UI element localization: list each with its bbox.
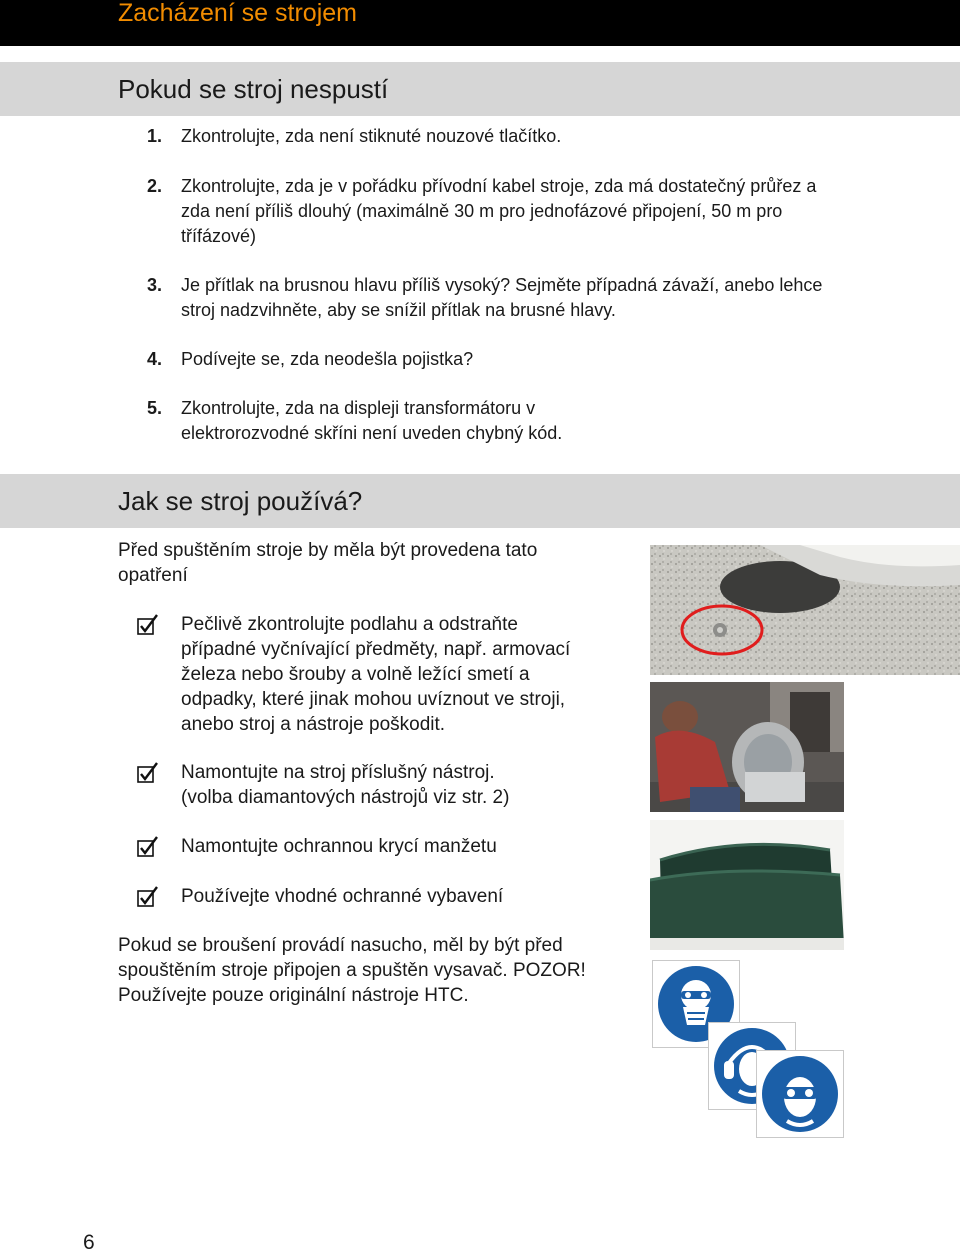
eye-protection-sign-icon xyxy=(756,1050,844,1138)
check-item: Pečlivě zkontrolujte podlahu a odstraňte případné vyčnívající předměty, např. armovací železa nebo šrouby a volně ležící smetí a odpadky, které jinak mohou uvíznout ve stroji, anebo stroj a nástroje poškodit. xyxy=(181,614,571,735)
page-header-bar xyxy=(0,0,960,46)
list-number: 3. xyxy=(147,275,163,295)
list-number: 4. xyxy=(147,349,163,369)
check-item: Namontujte na stroj příslušný nástroj. (volba diamantových nástrojů viz str. 2) xyxy=(181,762,510,808)
intro-text: Před spuštěním stroje by měla být provedena tato opatření xyxy=(118,540,538,586)
list-item: Zkontrolujte, zda není stiknuté nouzové tlačítko. xyxy=(181,126,562,146)
page-number: 6 xyxy=(83,1231,95,1254)
protective-skirt-photo xyxy=(650,820,844,950)
list-item: Zkontrolujte, zda na displeji transformátoru v elektrorozvodné skříni není uveden chybný kód. xyxy=(181,398,563,443)
footer-note: Pokud se broušení provádí nasucho, měl by být před spouštěním stroje připojen a spuštěn vysavač. POZOR! Používejte pouze originální nástroje HTC. xyxy=(118,935,586,1006)
check-item: Používejte vhodné ochranné vybavení xyxy=(181,886,504,907)
list-number: 1. xyxy=(147,126,163,146)
checkbox-checked-icon xyxy=(137,762,159,784)
list-number: 5. xyxy=(147,398,163,418)
section-heading-bar xyxy=(0,474,960,528)
check-item: Namontujte ochrannou krycí manžetu xyxy=(181,836,497,857)
checkbox-checked-icon xyxy=(137,836,159,858)
safety-signs-panel xyxy=(650,958,844,1138)
section-heading-bar xyxy=(0,62,960,116)
page-title: Zacházení se strojem xyxy=(118,0,357,27)
section-heading: Pokud se stroj nespustí xyxy=(118,74,389,104)
list-item: Je přítlak na brusnou hlavu příliš vysoký? Sejměte případná závaží, anebo lehce stroj nadzvihněte, aby se snížil přítlak na brusné hlavy. xyxy=(181,275,823,320)
list-item: Zkontrolujte, zda je v pořádku přívodní kabel stroje, zda má dostatečný průřez a zda není příliš dlouhý (maximálně 30 m pro jednofázové připojení, 50 m pro třífázové) xyxy=(181,176,817,246)
machine-operator-photo xyxy=(650,682,844,812)
list-number: 2. xyxy=(147,176,163,196)
section-heading: Jak se stroj používá? xyxy=(118,486,363,516)
list-item: Podívejte se, zda neodešla pojistka? xyxy=(181,349,474,369)
checkbox-checked-icon xyxy=(137,614,159,636)
floor-bolt-photo xyxy=(650,545,960,675)
checkbox-checked-icon xyxy=(137,886,159,908)
